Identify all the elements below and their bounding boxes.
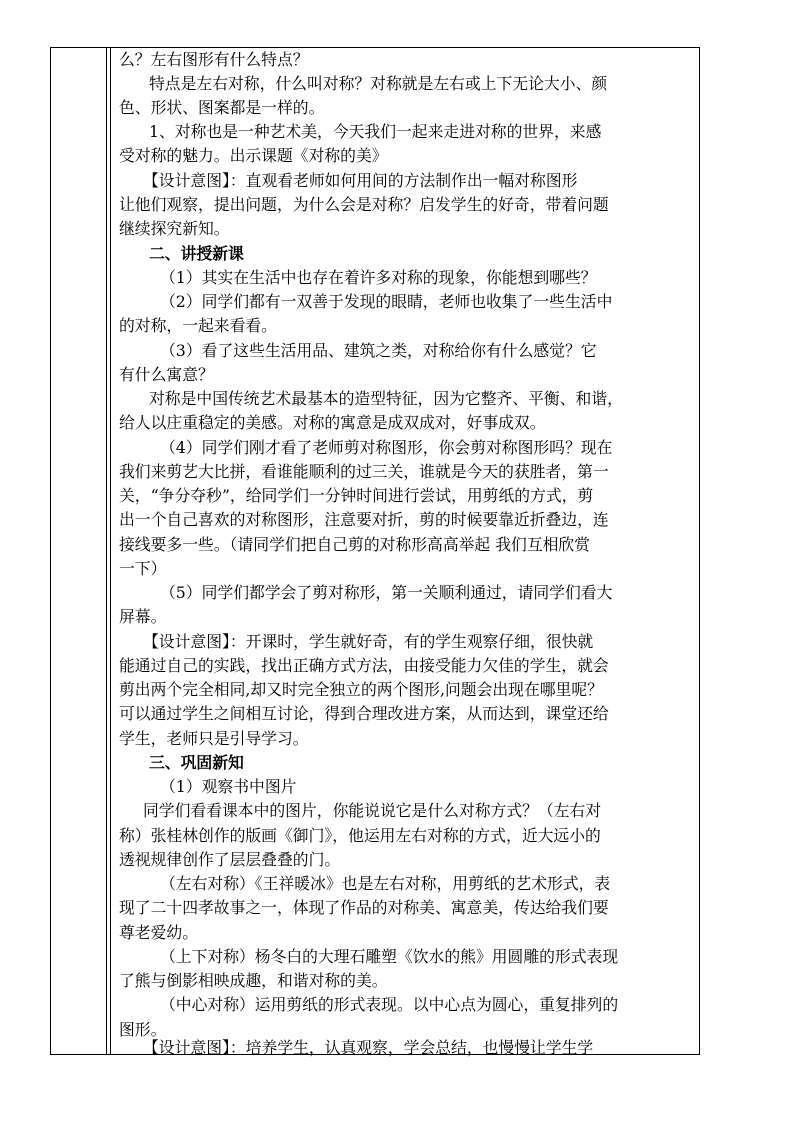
- text-line: 对称是中国传统艺术最基本的造型特征，因为它整齐、平衡、和谐，: [149, 389, 623, 408]
- text-line: 继续探究新知。: [119, 219, 230, 238]
- text-line: 透视规律创作了层层叠叠的门。: [119, 850, 341, 869]
- text-line: （上下对称）杨冬白的大理石雕塑《饮水的熊》用圆雕的形式表现: [160, 947, 619, 966]
- design-intent-heading: 【设计意图】：开课时，学生就好奇，有的学生观察仔细，很快就: [143, 632, 594, 651]
- text-line: 剪出两个完全相同,却又时完全独立的两个图形,问题会出现在哪里呢？: [119, 680, 603, 699]
- text-line: 学生，老师只是引导学习。: [119, 729, 309, 748]
- design-intent-heading: 【设计意图】：培养学生，认真观察，学会总结，也慢慢让学生学: [143, 1038, 594, 1057]
- text-line: （3）看了这些生活用品、建筑之类，对称给你有什么感觉？它: [160, 341, 597, 360]
- section-heading-3: 三、巩固新知: [149, 753, 244, 772]
- section-heading-2: 二、讲授新课: [149, 244, 244, 263]
- text-line: 关，“争分夺秒”，给同学们一分钟时间进行尝试，用剪纸的方式，剪: [119, 486, 594, 505]
- text-line: 我们来剪艺大比拼，看谁能顺利的过三关，谁就是今天的获胜者，第一: [119, 462, 609, 481]
- lesson-plan-table: [50, 47, 700, 1055]
- text-line: 能通过自己的实践，找出正确方式方法，由接受能力欠佳的学生，就会: [119, 656, 609, 675]
- text-line: 可以通过学生之间相互讨论，得到合理改进方案，从而达到，课堂还给: [119, 704, 609, 723]
- text-line: 给人以庄重稳定的美感。对称的寓意是成双成对，好事成双。: [119, 413, 546, 432]
- text-line: 的对称，一起来看看。: [119, 316, 277, 335]
- text-line: 尊老爱幼。: [119, 923, 198, 942]
- text-line: 1、对称也是一种艺术美，今天我们一起来走进对称的世界，来感: [149, 122, 602, 141]
- text-line: 屏幕。: [119, 607, 167, 626]
- text-line: （中心对称）运用剪纸的形式表现。以中心点为圆心，重复排列的: [160, 995, 619, 1014]
- text-line: （4）同学们刚才看了老师剪对称图形，你会剪对称图形吗？现在: [160, 438, 613, 457]
- design-intent-heading: 【设计意图】：直观看老师如何用间的方法制作出一幅对称图形: [143, 171, 578, 190]
- column-divider-left: [106, 48, 107, 1054]
- text-line: （2）同学们都有一双善于发现的眼睛，老师也收集了一些生活中: [160, 292, 613, 311]
- text-line: （1）其实在生活中也存在着许多对称的现象，你能想到哪些？: [160, 268, 597, 287]
- text-line: 一下）: [119, 559, 167, 578]
- text-line: 特点是左右对称，什么叫对称？对称就是左右或上下无论大小、颜: [149, 74, 608, 93]
- text-line: 让他们观察，提出问题，为什么会是对称？启发学生的好奇，带着问题: [119, 195, 609, 214]
- text-line: 色、形状、图案都是一样的。: [119, 98, 325, 117]
- text-line: 图形。: [119, 1020, 167, 1039]
- text-line: 了熊与倒影相映成趣，和谐对称的美。: [119, 971, 388, 990]
- text-line: （1）观察书中图片: [160, 777, 297, 796]
- text-line: 出一个自己喜欢的对称图形，注意要对折，剪的时候要靠近折叠边，连: [119, 510, 609, 529]
- text-line: 现了二十四孝故事之一，体现了作品的对称美、寓意美，传达给我们要: [119, 898, 609, 917]
- text-line: 有什么寓意？: [119, 365, 214, 384]
- text-line: 接线要多一些。（请同学们把自己剪的对称形高高举起 我们互相欣赏: [119, 535, 591, 554]
- text-line: 么？左右图形有什么特点？: [119, 50, 309, 69]
- text-line: （5）同学们都学会了剪对称形，第一关顺利通过，请同学们看大: [160, 583, 613, 602]
- text-line: （左右对称）《王祥暖冰》也是左右对称，用剪纸的艺术形式，表: [160, 874, 611, 893]
- text-line: 称）张桂林创作的版画《御门》，他运用左右对称的方式，近大远小的: [119, 826, 601, 845]
- column-divider-right: [110, 48, 111, 1054]
- text-line: 同学们看看课本中的图片，你能说说它是什么对称方式？（左右对: [143, 801, 602, 820]
- text-line: 受对称的魅力。出示课题《对称的美》: [119, 146, 388, 165]
